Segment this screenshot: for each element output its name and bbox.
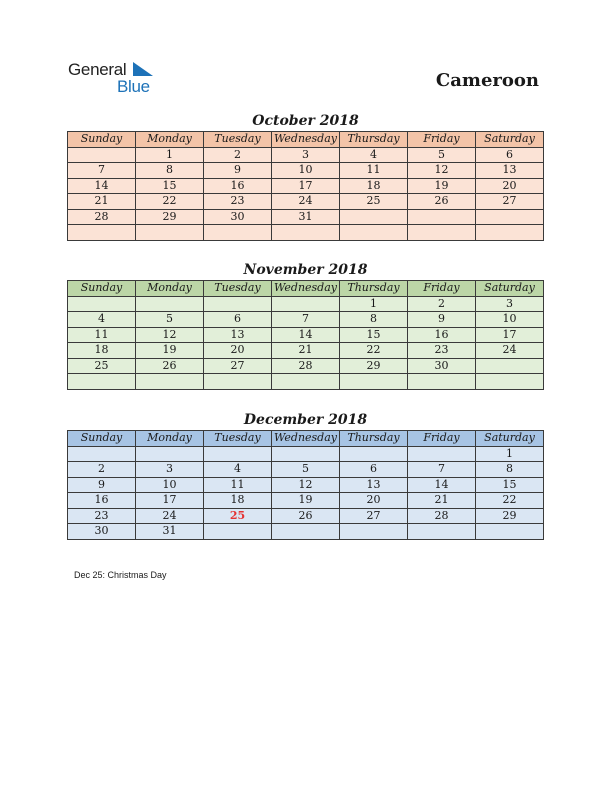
day-cell: 11 bbox=[204, 477, 272, 493]
weekday-sunday: Sunday bbox=[68, 132, 136, 148]
week-row bbox=[68, 163, 544, 179]
day-cell: 8 bbox=[136, 163, 204, 179]
calendar-table bbox=[67, 131, 544, 241]
day-cell: 31 bbox=[272, 209, 340, 225]
empty-day-cell bbox=[68, 446, 136, 462]
day-cell: 8 bbox=[340, 312, 408, 328]
week-row bbox=[68, 327, 544, 343]
weekday-thursday: Thursday bbox=[340, 132, 408, 148]
day-cell: 2 bbox=[408, 296, 476, 312]
empty-day-cell bbox=[476, 209, 544, 225]
day-cell: 29 bbox=[340, 358, 408, 374]
day-cell: 30 bbox=[408, 358, 476, 374]
day-cell: 16 bbox=[68, 493, 136, 509]
day-cell: 17 bbox=[272, 178, 340, 194]
day-cell: 13 bbox=[476, 163, 544, 179]
day-cell: 24 bbox=[476, 343, 544, 359]
empty-day-cell bbox=[408, 209, 476, 225]
empty-day-cell bbox=[340, 209, 408, 225]
day-cell: 3 bbox=[136, 462, 204, 478]
weekday-monday: Monday bbox=[136, 281, 204, 297]
day-cell: 28 bbox=[408, 508, 476, 524]
day-cell: 13 bbox=[340, 477, 408, 493]
day-cell: 26 bbox=[136, 358, 204, 374]
month-november bbox=[67, 260, 544, 390]
day-cell: 2 bbox=[204, 147, 272, 163]
empty-day-cell bbox=[476, 225, 544, 241]
holiday-note: Dec 25: Christmas Day bbox=[74, 570, 167, 580]
empty-day-cell bbox=[68, 296, 136, 312]
day-cell: 12 bbox=[272, 477, 340, 493]
day-cell: 23 bbox=[408, 343, 476, 359]
day-cell: 22 bbox=[340, 343, 408, 359]
day-cell: 8 bbox=[476, 462, 544, 478]
weekday-wednesday: Wednesday bbox=[272, 431, 340, 447]
empty-day-cell bbox=[68, 225, 136, 241]
day-cell: 1 bbox=[476, 446, 544, 462]
day-cell: 14 bbox=[408, 477, 476, 493]
day-cell: 28 bbox=[68, 209, 136, 225]
weekday-tuesday: Tuesday bbox=[204, 132, 272, 148]
logo-triangle-icon bbox=[133, 62, 153, 76]
day-cell: 24 bbox=[136, 508, 204, 524]
day-cell: 21 bbox=[68, 194, 136, 210]
day-cell: 31 bbox=[136, 524, 204, 540]
weekday-wednesday: Wednesday bbox=[272, 132, 340, 148]
month-december bbox=[67, 410, 544, 540]
day-cell: 18 bbox=[340, 178, 408, 194]
calendar-table bbox=[67, 280, 544, 390]
empty-day-cell bbox=[408, 446, 476, 462]
empty-day-cell bbox=[272, 374, 340, 390]
day-cell: 20 bbox=[204, 343, 272, 359]
weekday-saturday: Saturday bbox=[476, 132, 544, 148]
weekday-monday: Monday bbox=[136, 132, 204, 148]
month-title: October 2018 bbox=[252, 113, 359, 129]
empty-day-cell bbox=[408, 225, 476, 241]
day-cell: 3 bbox=[476, 296, 544, 312]
empty-day-cell bbox=[340, 225, 408, 241]
day-cell: 10 bbox=[272, 163, 340, 179]
week-row bbox=[68, 374, 544, 390]
day-cell: 1 bbox=[136, 147, 204, 163]
calendar-table bbox=[67, 430, 544, 540]
empty-day-cell bbox=[204, 225, 272, 241]
month-title: November 2018 bbox=[243, 262, 368, 278]
day-cell: 10 bbox=[136, 477, 204, 493]
empty-day-cell bbox=[136, 225, 204, 241]
empty-day-cell bbox=[136, 296, 204, 312]
calendar-body bbox=[68, 446, 544, 539]
day-cell: 7 bbox=[68, 163, 136, 179]
empty-day-cell bbox=[408, 374, 476, 390]
week-row bbox=[68, 312, 544, 328]
weekday-monday: Monday bbox=[136, 431, 204, 447]
weekday-saturday: Saturday bbox=[476, 281, 544, 297]
day-cell: 20 bbox=[476, 178, 544, 194]
day-cell: 20 bbox=[340, 493, 408, 509]
day-cell: 17 bbox=[136, 493, 204, 509]
weekday-header-row bbox=[68, 132, 544, 148]
empty-day-cell bbox=[340, 446, 408, 462]
day-cell: 22 bbox=[476, 493, 544, 509]
day-cell: 4 bbox=[68, 312, 136, 328]
day-cell: 25 bbox=[68, 358, 136, 374]
week-row bbox=[68, 178, 544, 194]
day-cell: 16 bbox=[204, 178, 272, 194]
day-cell: 28 bbox=[272, 358, 340, 374]
day-cell: 9 bbox=[68, 477, 136, 493]
day-cell: 21 bbox=[272, 343, 340, 359]
day-cell: 24 bbox=[272, 194, 340, 210]
day-cell: 4 bbox=[340, 147, 408, 163]
empty-day-cell bbox=[204, 296, 272, 312]
day-cell: 9 bbox=[408, 312, 476, 328]
weekday-header-row bbox=[68, 431, 544, 447]
empty-day-cell bbox=[476, 524, 544, 540]
day-cell: 10 bbox=[476, 312, 544, 328]
day-cell: 5 bbox=[408, 147, 476, 163]
day-cell: 19 bbox=[272, 493, 340, 509]
day-cell: 12 bbox=[136, 327, 204, 343]
weekday-sunday: Sunday bbox=[68, 431, 136, 447]
day-cell: 27 bbox=[476, 194, 544, 210]
day-cell: 7 bbox=[272, 312, 340, 328]
empty-day-cell bbox=[68, 147, 136, 163]
day-cell: 14 bbox=[68, 178, 136, 194]
week-row bbox=[68, 508, 544, 524]
day-cell: 5 bbox=[272, 462, 340, 478]
day-cell: 11 bbox=[340, 163, 408, 179]
empty-day-cell bbox=[476, 358, 544, 374]
week-row bbox=[68, 477, 544, 493]
weekday-tuesday: Tuesday bbox=[204, 281, 272, 297]
day-cell: 30 bbox=[68, 524, 136, 540]
week-row bbox=[68, 225, 544, 241]
empty-day-cell bbox=[408, 524, 476, 540]
week-row bbox=[68, 147, 544, 163]
empty-day-cell bbox=[340, 524, 408, 540]
week-row bbox=[68, 524, 544, 540]
day-cell: 2 bbox=[68, 462, 136, 478]
weekday-thursday: Thursday bbox=[340, 431, 408, 447]
week-row bbox=[68, 296, 544, 312]
month-october bbox=[67, 111, 544, 241]
week-row bbox=[68, 462, 544, 478]
weekday-sunday: Sunday bbox=[68, 281, 136, 297]
weekday-friday: Friday bbox=[408, 281, 476, 297]
day-cell: 11 bbox=[68, 327, 136, 343]
day-cell: 19 bbox=[136, 343, 204, 359]
day-cell: 6 bbox=[204, 312, 272, 328]
country-name: Cameroon bbox=[435, 70, 539, 91]
empty-day-cell bbox=[204, 524, 272, 540]
day-cell: 4 bbox=[204, 462, 272, 478]
empty-day-cell bbox=[272, 296, 340, 312]
week-row bbox=[68, 493, 544, 509]
day-cell: 23 bbox=[68, 508, 136, 524]
logo-text-general: General bbox=[68, 60, 127, 79]
day-cell: 9 bbox=[204, 163, 272, 179]
day-cell: 15 bbox=[476, 477, 544, 493]
week-row bbox=[68, 343, 544, 359]
day-cell: 27 bbox=[204, 358, 272, 374]
day-cell: 12 bbox=[408, 163, 476, 179]
holiday-day-cell: 25 bbox=[204, 508, 272, 524]
weekday-friday: Friday bbox=[408, 132, 476, 148]
day-cell: 29 bbox=[136, 209, 204, 225]
day-cell: 29 bbox=[476, 508, 544, 524]
empty-day-cell bbox=[204, 374, 272, 390]
weekday-saturday: Saturday bbox=[476, 431, 544, 447]
empty-day-cell bbox=[68, 374, 136, 390]
day-cell: 17 bbox=[476, 327, 544, 343]
day-cell: 30 bbox=[204, 209, 272, 225]
day-cell: 14 bbox=[272, 327, 340, 343]
weekday-wednesday: Wednesday bbox=[272, 281, 340, 297]
week-row bbox=[68, 446, 544, 462]
empty-day-cell bbox=[476, 374, 544, 390]
week-row bbox=[68, 209, 544, 225]
day-cell: 23 bbox=[204, 194, 272, 210]
day-cell: 27 bbox=[340, 508, 408, 524]
empty-day-cell bbox=[272, 225, 340, 241]
day-cell: 25 bbox=[340, 194, 408, 210]
weekday-thursday: Thursday bbox=[340, 281, 408, 297]
week-row bbox=[68, 358, 544, 374]
day-cell: 18 bbox=[204, 493, 272, 509]
day-cell: 26 bbox=[272, 508, 340, 524]
day-cell: 21 bbox=[408, 493, 476, 509]
month-title: December 2018 bbox=[243, 412, 368, 428]
day-cell: 16 bbox=[408, 327, 476, 343]
day-cell: 3 bbox=[272, 147, 340, 163]
calendar-body bbox=[68, 147, 544, 240]
logo bbox=[68, 60, 168, 100]
day-cell: 6 bbox=[340, 462, 408, 478]
week-row bbox=[68, 194, 544, 210]
empty-day-cell bbox=[136, 374, 204, 390]
day-cell: 7 bbox=[408, 462, 476, 478]
empty-day-cell bbox=[204, 446, 272, 462]
day-cell: 18 bbox=[68, 343, 136, 359]
day-cell: 22 bbox=[136, 194, 204, 210]
weekday-header-row bbox=[68, 281, 544, 297]
day-cell: 19 bbox=[408, 178, 476, 194]
calendar-body bbox=[68, 296, 544, 389]
day-cell: 15 bbox=[136, 178, 204, 194]
empty-day-cell bbox=[272, 524, 340, 540]
logo-text-blue: Blue bbox=[117, 77, 150, 96]
day-cell: 13 bbox=[204, 327, 272, 343]
empty-day-cell bbox=[272, 446, 340, 462]
day-cell: 6 bbox=[476, 147, 544, 163]
empty-day-cell bbox=[340, 374, 408, 390]
weekday-tuesday: Tuesday bbox=[204, 431, 272, 447]
day-cell: 15 bbox=[340, 327, 408, 343]
day-cell: 26 bbox=[408, 194, 476, 210]
day-cell: 5 bbox=[136, 312, 204, 328]
weekday-friday: Friday bbox=[408, 431, 476, 447]
empty-day-cell bbox=[136, 446, 204, 462]
day-cell: 1 bbox=[340, 296, 408, 312]
